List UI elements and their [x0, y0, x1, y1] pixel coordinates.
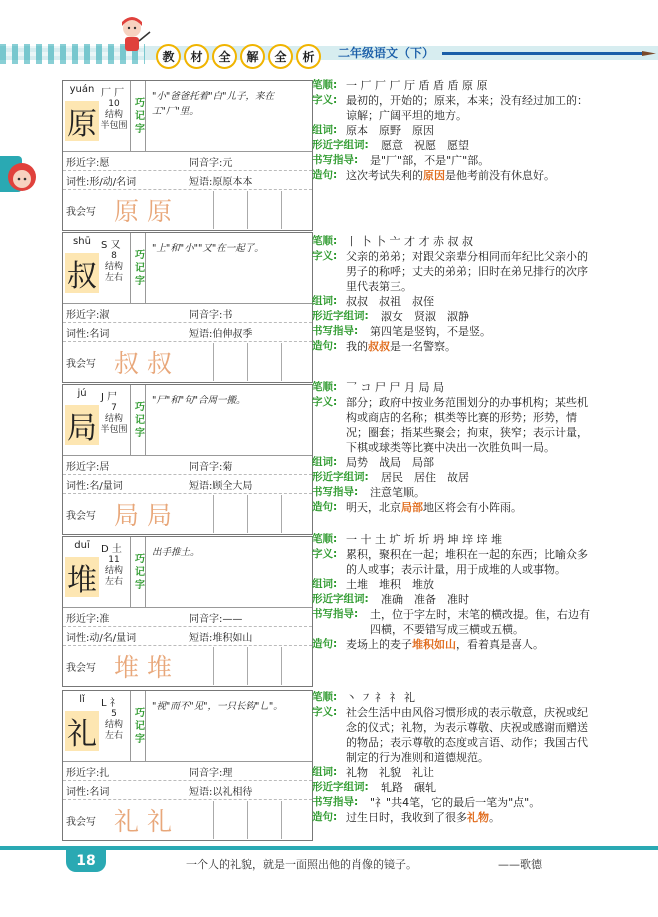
- similar-words-label: 形近字组词:: [312, 139, 369, 151]
- pinyin: yuán: [69, 84, 95, 95]
- similar-words: 淑女 贤淑 淑静: [381, 310, 469, 323]
- practice-grid[interactable]: [180, 343, 312, 381]
- explanation-panel-li: [312, 690, 595, 825]
- similar-char: 扎: [99, 767, 110, 779]
- mnemonic: "小"爸爸托着"白"儿子，来在工"厂"里。: [152, 91, 274, 117]
- pos-label: 词性:: [66, 176, 90, 188]
- sentence-pre: 过生日时，我收到了很多: [346, 811, 467, 824]
- sentence-highlight: 原因: [423, 169, 445, 182]
- title-char: 析: [296, 44, 321, 69]
- stroke-count: 7: [111, 403, 117, 413]
- similar-char: 准: [99, 613, 110, 625]
- meaning-label: 字义:: [312, 250, 338, 262]
- meaning-label: 字义:: [312, 548, 338, 560]
- sentence-label: 造句:: [312, 811, 338, 823]
- explanation-panel-ju: [312, 380, 595, 515]
- structure-type: 半包围: [100, 425, 128, 435]
- writing-guide-label: 书写指导:: [312, 486, 359, 498]
- stroke-order-label: 笔顺:: [312, 79, 338, 91]
- similar-words: 居民 居住 故居: [381, 471, 469, 484]
- main-character: 叔: [65, 253, 99, 293]
- stroke-order-label: 笔顺:: [312, 691, 338, 703]
- words: 局势 战局 局部: [346, 456, 434, 469]
- pos-value: 名词: [89, 328, 110, 340]
- mnemonic: "上"和"小""又"在一起了。: [152, 243, 264, 254]
- similar-words: 准确 准备 准时: [381, 593, 469, 606]
- homophone-char: 元: [222, 157, 233, 169]
- stroke-count: 5: [111, 709, 117, 719]
- words-label: 组词:: [312, 295, 338, 307]
- stroke-count: 10: [108, 99, 120, 109]
- tip-label: 巧记字: [131, 537, 146, 607]
- practice-label: 我会写: [66, 358, 96, 370]
- practice-label: 我会写: [66, 510, 96, 522]
- writing-guide-label: 书写指导:: [312, 796, 359, 808]
- stroke-order: 乛 コ 尸 尸 月 局 局: [346, 381, 444, 394]
- writing-guide-label: 书写指导:: [312, 608, 359, 620]
- sentence-pre: 明天，北京: [346, 501, 401, 514]
- similar-words-label: 形近字组词:: [312, 781, 369, 793]
- structure-label: 结构: [104, 414, 123, 424]
- sentence-post: 是他考前没有休息好。: [445, 169, 555, 182]
- page-number: 18: [66, 850, 106, 872]
- structure-label: 结构: [104, 566, 123, 576]
- tip-label: 巧记字: [131, 385, 146, 455]
- main-character: 礼: [65, 711, 99, 751]
- stroke-count: 8: [111, 251, 117, 261]
- homophone-label: 同音字:: [189, 309, 223, 321]
- character-card-ju: [62, 384, 313, 535]
- main-character: 堆: [65, 557, 99, 597]
- stroke-order-label: 笔顺:: [312, 381, 338, 393]
- stroke-order: 一 厂 厂 厂 厅 盾 盾 盾 原 原: [346, 79, 488, 92]
- similar-char: 居: [99, 461, 110, 473]
- trace-characters: 原原: [114, 197, 181, 226]
- words: 叔叔 叔祖 叔侄: [346, 295, 434, 308]
- stroke-order-label: 笔顺:: [312, 235, 338, 247]
- writing-guide: 土，位于字左时，末笔的横改提。隹，右边有四横，不要错写成三横或五横。: [370, 608, 590, 636]
- explanation-panel-shu: [312, 234, 595, 354]
- words: 原本 原野 原因: [346, 124, 434, 137]
- character-card-shu: [62, 232, 313, 383]
- pos-label: 词性:: [66, 328, 90, 340]
- similar-label: 形近字:: [66, 309, 100, 321]
- explanation-panel-yuan: [312, 78, 595, 183]
- sentence-label: 造句:: [312, 501, 338, 513]
- structure-type: 左右: [104, 731, 123, 741]
- words-label: 组词:: [312, 456, 338, 468]
- explanation-panel-dui: [312, 532, 595, 652]
- pinyin: duī: [74, 540, 90, 551]
- trace-characters: 堆堆: [114, 653, 181, 682]
- sentence-post: 是一名警察。: [390, 340, 456, 353]
- similar-words: 轧路 碾轧: [381, 781, 436, 794]
- writing-guide: 注意笔顺。: [370, 486, 425, 499]
- meaning-label: 字义:: [312, 706, 338, 718]
- meaning: 父亲的弟弟；对跟父亲辈分相同而年纪比父亲小的男子的称呼；丈夫的弟弟；旧时在弟兄排行的次序里代表第三。: [346, 250, 588, 293]
- similar-label: 形近字:: [66, 157, 100, 169]
- practice-label: 我会写: [66, 662, 96, 674]
- trace-characters: 叔叔: [114, 349, 181, 378]
- mnemonic: 出手推土。: [152, 547, 200, 558]
- sentence-pre: 我的: [346, 340, 368, 353]
- radical: 厂 厂: [101, 88, 125, 99]
- stroke-count: 11: [108, 555, 120, 565]
- pos-value: 名词: [89, 786, 110, 798]
- writing-guide-label: 书写指导:: [312, 154, 359, 166]
- sentence-pre: 这次考试失利的: [346, 169, 423, 182]
- sentence-label: 造句:: [312, 340, 338, 352]
- title-char: 全: [212, 44, 237, 69]
- sentence-pre: 麦场上的麦子: [346, 638, 412, 651]
- practice-label: 我会写: [66, 816, 96, 828]
- stroke-order: 一 十 土 圹 圻 圻 坍 坤 垶 垶 堆: [346, 533, 502, 546]
- words-label: 组词:: [312, 578, 338, 590]
- footer-quote-author: ——歌德: [498, 858, 542, 871]
- homophone-char: 书: [222, 309, 233, 321]
- tip-label: 巧记字: [131, 81, 146, 151]
- sentence-label: 造句:: [312, 638, 338, 650]
- sentence-post: 地区将会有小阵雨。: [423, 501, 522, 514]
- words: 土堆 堆积 堆放: [346, 578, 434, 591]
- phrase-value: 原原本本: [212, 176, 253, 188]
- character-card-yuan: [62, 80, 313, 231]
- phrase-label: 短语:: [189, 480, 213, 492]
- mnemonic: "尸"和"句"合周一搬。: [152, 395, 246, 406]
- homophone-label: 同音字:: [189, 157, 223, 169]
- title-char: 教: [156, 44, 181, 69]
- trace-characters: 礼礼: [114, 807, 181, 836]
- phrase-label: 短语:: [189, 328, 213, 340]
- pos-value: 名/量词: [89, 480, 123, 492]
- practice-grid[interactable]: [180, 495, 312, 533]
- homophone-label: 同音字:: [189, 613, 223, 625]
- similar-words-label: 形近字组词:: [312, 310, 369, 322]
- title-char: 解: [240, 44, 265, 69]
- title-char: 材: [184, 44, 209, 69]
- meaning: 累积，聚积在一起；堆积在一起的东西；比喻众多的人或事；表示计量，用于成堆的人或事物。: [346, 548, 588, 576]
- phrase-value: 伯伸叔季: [212, 328, 253, 340]
- writing-guide: "礻"共4笔，它的最后一笔为"点"。: [370, 796, 541, 809]
- writing-guide: 第四笔是竖钩，不是竖。: [370, 325, 491, 338]
- homophone-label: 同音字:: [189, 461, 223, 473]
- radical: J 尸: [101, 392, 118, 403]
- stroke-order: 丨 卜 卜 亠 才 才 赤 叔 叔: [346, 235, 473, 248]
- pos-label: 词性:: [66, 632, 90, 644]
- phrase-label: 短语:: [189, 632, 213, 644]
- meaning: 社会生活中由风俗习惯形成的表示敬意，庆祝或纪念的仪式；礼物，为表示尊敬、庆祝或感谢而赠送的物品；表示尊敬的态度或言语、动作；我国古代制定的行为准则和道德规范。: [346, 706, 588, 764]
- words-label: 组词:: [312, 766, 338, 778]
- pinyin: jú: [77, 388, 87, 399]
- side-girl-icon: [5, 160, 39, 194]
- sentence-highlight: 礼物: [467, 811, 489, 824]
- character-card-dui: [62, 536, 313, 687]
- practice-grid[interactable]: [180, 191, 312, 229]
- page-header: [0, 14, 658, 74]
- sentence-highlight: 叔叔: [368, 340, 390, 353]
- trace-characters: 局局: [114, 501, 181, 530]
- phrase-label: 短语:: [189, 176, 213, 188]
- practice-label: 我会写: [66, 206, 96, 218]
- homophone-label: 同音字:: [189, 767, 223, 779]
- practice-grid[interactable]: [180, 801, 312, 839]
- similar-char: 愿: [99, 157, 110, 169]
- character-card-li: [62, 690, 313, 841]
- sentence-highlight: 局部: [401, 501, 423, 514]
- similar-words: 愿意 祝愿 愿望: [381, 139, 469, 152]
- footer-quote: 一个人的礼貌，就是一面照出他的肖像的镜子。: [186, 858, 417, 871]
- sentence-label: 造句:: [312, 169, 338, 181]
- tip-label: 巧记字: [131, 233, 146, 303]
- similar-label: 形近字:: [66, 767, 100, 779]
- book-title: [156, 44, 321, 69]
- mnemonic: "视"而不"见"，一只长钩"乚"。: [152, 701, 283, 712]
- structure-type: 左右: [104, 577, 123, 587]
- pencil-line-icon: [442, 51, 656, 57]
- pos-value: 动/名/量词: [89, 632, 137, 644]
- structure-label: 结构: [104, 262, 123, 272]
- structure-label: 结构: [104, 110, 123, 120]
- phrase-value: 堆积如山: [212, 632, 253, 644]
- phrase-value: 顾全大局: [212, 480, 253, 492]
- tip-label: 巧记字: [131, 691, 146, 761]
- radical: S 又: [101, 240, 121, 251]
- pos-value: 形/动/名词: [89, 176, 137, 188]
- grade-label: 二年级语文（下）: [338, 46, 435, 60]
- sentence-highlight: 堆积如山: [412, 638, 456, 651]
- meaning: 最初的，开始的；原来，本来；没有经过加工的：谅解；广阔平坦的地方。: [346, 94, 588, 122]
- words-label: 组词:: [312, 124, 338, 136]
- similar-words-label: 形近字组词:: [312, 471, 369, 483]
- similar-char: 淑: [99, 309, 110, 321]
- radical: L 礻: [101, 698, 120, 709]
- pinyin: lǐ: [79, 694, 85, 705]
- meaning-label: 字义:: [312, 396, 338, 408]
- structure-type: 左右: [104, 273, 123, 283]
- similar-words-label: 形近字组词:: [312, 593, 369, 605]
- structure-type: 半包围: [100, 121, 128, 131]
- radical: D 土: [101, 544, 122, 555]
- sentence-post: 。: [489, 811, 500, 824]
- pinyin: shū: [73, 236, 91, 247]
- stroke-order-label: 笔顺:: [312, 533, 338, 545]
- pos-label: 词性:: [66, 480, 90, 492]
- homophone-char: 理: [222, 767, 233, 779]
- mascot-icon: [112, 14, 152, 58]
- main-character: 原: [65, 101, 99, 141]
- stroke-order: 丶 ㇇ 礻 礻 礼: [346, 691, 415, 704]
- structure-label: 结构: [104, 720, 123, 730]
- main-character: 局: [65, 405, 99, 445]
- writing-guide: 是"厂"部，不是"广"部。: [370, 154, 490, 167]
- words: 礼物 礼貌 礼让: [346, 766, 434, 779]
- similar-label: 形近字:: [66, 461, 100, 473]
- sentence-post: ，看着真是喜人。: [456, 638, 544, 651]
- meaning: 部分；政府中按业务范围划分的办事机构；某些机构或商店的名称；棋类等比赛的形势；形势，情况；圈套；指某些聚会；拘束，狭窄；表示计量，下棋或球类等比赛中决出一次胜负叫一局。: [346, 396, 588, 454]
- homophone-char: ——: [222, 613, 243, 625]
- pos-label: 词性:: [66, 786, 90, 798]
- meaning-label: 字义:: [312, 94, 338, 106]
- similar-label: 形近字:: [66, 613, 100, 625]
- title-char: 全: [268, 44, 293, 69]
- phrase-value: 以礼相待: [212, 786, 253, 798]
- writing-guide-label: 书写指导:: [312, 325, 359, 337]
- practice-grid[interactable]: [180, 647, 312, 685]
- homophone-char: 菊: [222, 461, 233, 473]
- phrase-label: 短语:: [189, 786, 213, 798]
